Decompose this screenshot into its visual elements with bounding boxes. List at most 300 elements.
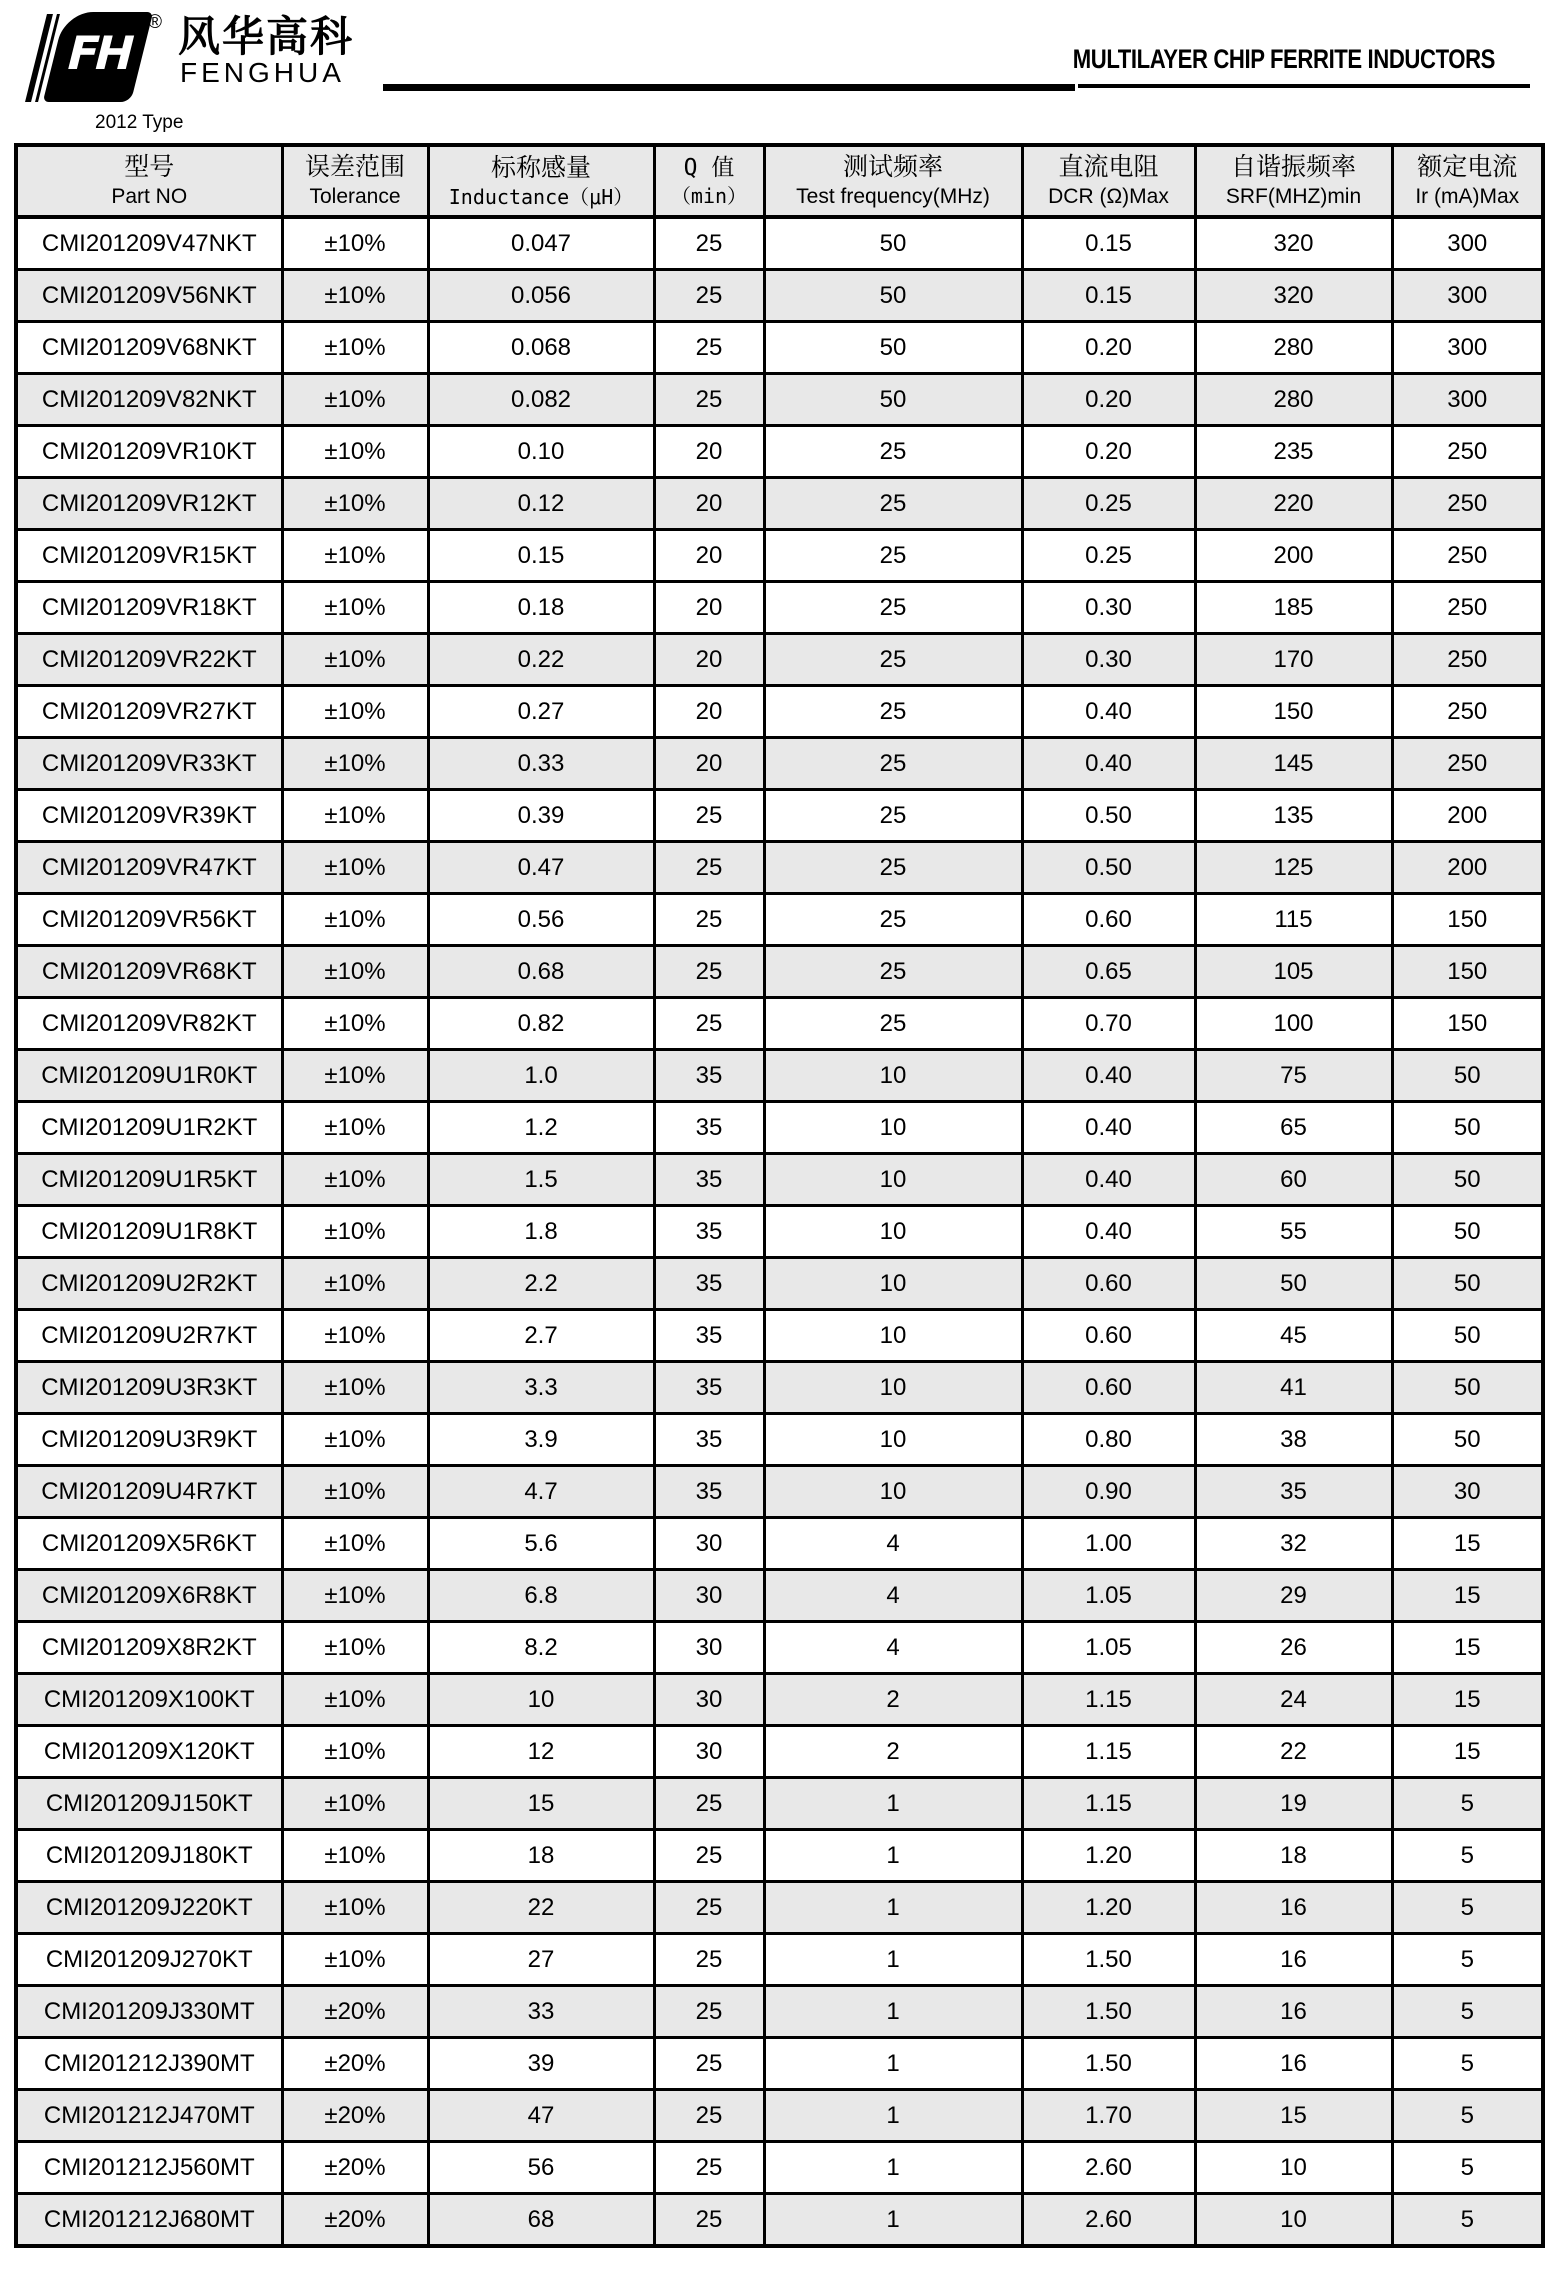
q-min-cell: 25 [654,2090,764,2142]
col-header-srf [1195,145,1392,217]
test-frequency-cell: 1 [764,2090,1022,2142]
col-header-inductance-cn: 标称感量 [490,153,591,182]
section-title: 2012 Type [95,112,184,133]
tolerance-cell: ±10% [282,217,428,270]
rated-current-cell: 15 [1392,1726,1543,1778]
test-frequency-cell: 4 [764,1570,1022,1622]
srf-cell: 10 [1195,2194,1392,2247]
inductance-cell: 0.068 [428,322,654,374]
rated-current-cell: 50 [1392,1102,1543,1154]
table-row [16,1986,1543,2038]
part-no-cell: CMI201209VR27KT [16,686,282,738]
part-no-cell: CMI201209X5R6KT [16,1518,282,1570]
inductor-spec-table [14,143,1545,2248]
inductance-cell: 1.2 [428,1102,654,1154]
dcr-cell: 0.60 [1022,1258,1195,1310]
part-no-cell: CMI201209V82NKT [16,374,282,426]
table-row [16,842,1543,894]
col-header-rated-current-en: Ir (mA)Max [1415,185,1520,208]
test-frequency-cell: 2 [764,1674,1022,1726]
q-min-cell: 25 [654,322,764,374]
srf-cell: 280 [1195,374,1392,426]
srf-cell: 19 [1195,1778,1392,1830]
part-no-cell: CMI201209VR39KT [16,790,282,842]
rated-current-cell: 5 [1392,2142,1543,2194]
inductance-cell: 6.8 [428,1570,654,1622]
dcr-cell: 0.40 [1022,1102,1195,1154]
test-frequency-cell: 25 [764,686,1022,738]
col-header-dcr-en: DCR (Ω)Max [1048,185,1169,208]
part-no-cell: CMI201209VR15KT [16,530,282,582]
dcr-cell: 1.70 [1022,2090,1195,2142]
part-no-cell: CMI201209U1R8KT [16,1206,282,1258]
dcr-cell: 0.40 [1022,686,1195,738]
test-frequency-cell: 25 [764,634,1022,686]
part-no-cell: CMI201209V68NKT [16,322,282,374]
tolerance-cell: ±10% [282,1882,428,1934]
part-no-cell: CMI201209U1R2KT [16,1102,282,1154]
dcr-cell: 0.20 [1022,322,1195,374]
test-frequency-cell: 10 [764,1050,1022,1102]
rated-current-cell: 5 [1392,2038,1543,2090]
inductance-cell: 0.47 [428,842,654,894]
rated-current-cell: 250 [1392,634,1543,686]
rated-current-cell: 50 [1392,1414,1543,1466]
part-no-cell: CMI201209U2R7KT [16,1310,282,1362]
test-frequency-cell: 25 [764,946,1022,998]
tolerance-cell: ±10% [282,1622,428,1674]
srf-cell: 115 [1195,894,1392,946]
col-header-q-min-cn: Q 值 [683,154,735,181]
inductance-cell: 0.56 [428,894,654,946]
inductance-cell: 0.68 [428,946,654,998]
tolerance-cell: ±10% [282,1674,428,1726]
srf-cell: 15 [1195,2090,1392,2142]
header-row [16,145,1543,217]
srf-cell: 125 [1195,842,1392,894]
q-min-cell: 35 [654,1362,764,1414]
table-row [16,738,1543,790]
table-row [16,1206,1543,1258]
part-no-cell: CMI201209J220KT [16,1882,282,1934]
col-header-tolerance-cn: 误差范围 [304,153,405,181]
dcr-cell: 1.15 [1022,1726,1195,1778]
table-row [16,1258,1543,1310]
inductance-cell: 39 [428,2038,654,2090]
test-frequency-cell: 25 [764,478,1022,530]
part-no-cell: CMI201209J330MT [16,1986,282,2038]
dcr-cell: 0.40 [1022,1206,1195,1258]
col-header-part-no-en: Part NO [111,185,188,208]
test-frequency-cell: 25 [764,530,1022,582]
inductance-cell: 0.18 [428,582,654,634]
test-frequency-cell: 1 [764,1830,1022,1882]
q-min-cell: 25 [654,1882,764,1934]
srf-cell: 135 [1195,790,1392,842]
col-header-test-frequency-en: Test frequency(MHz) [796,185,990,208]
rated-current-cell: 5 [1392,1830,1543,1882]
col-header-test-frequency-cn: 测试频率 [842,153,943,181]
q-min-cell: 25 [654,946,764,998]
rated-current-cell: 300 [1392,374,1543,426]
inductance-cell: 27 [428,1934,654,1986]
rated-current-cell: 300 [1392,217,1543,270]
col-header-rated-current-cn: 额定电流 [1417,153,1518,181]
srf-cell: 55 [1195,1206,1392,1258]
rated-current-cell: 250 [1392,738,1543,790]
srf-cell: 26 [1195,1622,1392,1674]
col-header-srf-en: SRF(MHZ)min [1225,185,1362,208]
part-no-cell: CMI201209U3R3KT [16,1362,282,1414]
rated-current-cell: 5 [1392,2194,1543,2247]
table-row [16,1518,1543,1570]
srf-cell: 45 [1195,1310,1392,1362]
col-header-part-no-cn: 型号 [124,153,175,181]
col-header-tolerance [282,145,428,217]
test-frequency-cell: 25 [764,842,1022,894]
table-row [16,2194,1543,2247]
test-frequency-cell: 25 [764,582,1022,634]
rated-current-cell: 300 [1392,322,1543,374]
srf-cell: 105 [1195,946,1392,998]
part-no-cell: CMI201212J470MT [16,2090,282,2142]
table-row [16,1102,1543,1154]
dcr-cell: 2.60 [1022,2194,1195,2247]
srf-cell: 16 [1195,1882,1392,1934]
part-no-cell: CMI201209U1R5KT [16,1154,282,1206]
q-min-cell: 30 [654,1570,764,1622]
tolerance-cell: ±10% [282,946,428,998]
dcr-cell: 1.05 [1022,1570,1195,1622]
q-min-cell: 25 [654,1778,764,1830]
dcr-cell: 1.05 [1022,1622,1195,1674]
part-no-cell: CMI201209VR68KT [16,946,282,998]
test-frequency-cell: 4 [764,1622,1022,1674]
srf-cell: 32 [1195,1518,1392,1570]
table-row [16,1466,1543,1518]
rated-current-cell: 250 [1392,686,1543,738]
srf-cell: 320 [1195,270,1392,322]
table-row [16,1414,1543,1466]
tolerance-cell: ±10% [282,634,428,686]
inductance-cell: 0.056 [428,270,654,322]
part-no-cell: CMI201209VR82KT [16,998,282,1050]
q-min-cell: 20 [654,686,764,738]
q-min-cell: 25 [654,842,764,894]
table-row [16,634,1543,686]
srf-cell: 185 [1195,582,1392,634]
tolerance-cell: ±20% [282,1986,428,2038]
part-no-cell: CMI201209V47NKT [16,217,282,270]
part-no-cell: CMI201209VR56KT [16,894,282,946]
tolerance-cell: ±10% [282,322,428,374]
inductance-cell: 1.5 [428,1154,654,1206]
srf-cell: 60 [1195,1154,1392,1206]
rated-current-cell: 50 [1392,1310,1543,1362]
col-header-dcr [1022,145,1195,217]
test-frequency-cell: 10 [764,1414,1022,1466]
col-header-test-frequency [764,145,1022,217]
test-frequency-cell: 1 [764,2038,1022,2090]
q-min-cell: 35 [654,1154,764,1206]
test-frequency-cell: 25 [764,738,1022,790]
test-frequency-cell: 50 [764,217,1022,270]
q-min-cell: 25 [654,2038,764,2090]
dcr-cell: 0.50 [1022,842,1195,894]
table-row [16,998,1543,1050]
test-frequency-cell: 10 [764,1102,1022,1154]
rated-current-cell: 50 [1392,1050,1543,1102]
srf-cell: 200 [1195,530,1392,582]
test-frequency-cell: 1 [764,1986,1022,2038]
tolerance-cell: ±10% [282,1414,428,1466]
table-row [16,1882,1543,1934]
dcr-cell: 0.15 [1022,270,1195,322]
tolerance-cell: ±10% [282,1934,428,1986]
dcr-cell: 0.60 [1022,894,1195,946]
q-min-cell: 25 [654,2142,764,2194]
q-min-cell: 30 [654,1674,764,1726]
srf-cell: 35 [1195,1466,1392,1518]
dcr-cell: 0.60 [1022,1310,1195,1362]
tolerance-cell: ±20% [282,2038,428,2090]
table-row [16,530,1543,582]
dcr-cell: 1.50 [1022,1986,1195,2038]
table-row [16,270,1543,322]
srf-cell: 10 [1195,2142,1392,2194]
q-min-cell: 25 [654,270,764,322]
q-min-cell: 20 [654,478,764,530]
rated-current-cell: 50 [1392,1154,1543,1206]
dcr-cell: 0.40 [1022,1050,1195,1102]
rated-current-cell: 5 [1392,1986,1543,2038]
q-min-cell: 25 [654,894,764,946]
tolerance-cell: ±10% [282,1570,428,1622]
srf-cell: 100 [1195,998,1392,1050]
part-no-cell: CMI201209J180KT [16,1830,282,1882]
tolerance-cell: ±10% [282,1518,428,1570]
rated-current-cell: 250 [1392,478,1543,530]
test-frequency-cell: 1 [764,2194,1022,2247]
dcr-cell: 0.30 [1022,634,1195,686]
part-no-cell: CMI201209U2R2KT [16,1258,282,1310]
q-min-cell: 35 [654,1466,764,1518]
table-row [16,686,1543,738]
rated-current-cell: 30 [1392,1466,1543,1518]
dcr-cell: 1.50 [1022,2038,1195,2090]
q-min-cell: 25 [654,2194,764,2247]
srf-cell: 50 [1195,1258,1392,1310]
inductance-cell: 0.12 [428,478,654,530]
test-frequency-cell: 25 [764,894,1022,946]
tolerance-cell: ±10% [282,1466,428,1518]
test-frequency-cell: 10 [764,1206,1022,1258]
inductance-cell: 22 [428,1882,654,1934]
document-title: MULTILAYER CHIP FERRITE INDUCTORS [1072,44,1495,74]
q-min-cell: 35 [654,1206,764,1258]
table-row [16,374,1543,426]
part-no-cell: CMI201209V56NKT [16,270,282,322]
rated-current-cell: 15 [1392,1674,1543,1726]
dcr-cell: 0.15 [1022,217,1195,270]
part-no-cell: CMI201209U4R7KT [16,1466,282,1518]
part-no-cell: CMI201209X100KT [16,1674,282,1726]
inductance-cell: 18 [428,1830,654,1882]
part-no-cell: CMI201209VR33KT [16,738,282,790]
srf-cell: 145 [1195,738,1392,790]
test-frequency-cell: 50 [764,270,1022,322]
header-rule-right [1078,84,1530,88]
dcr-cell: 0.65 [1022,946,1195,998]
srf-cell: 170 [1195,634,1392,686]
rated-current-cell: 50 [1392,1258,1543,1310]
q-min-cell: 35 [654,1050,764,1102]
srf-cell: 22 [1195,1726,1392,1778]
test-frequency-cell: 10 [764,1362,1022,1414]
dcr-cell: 1.15 [1022,1674,1195,1726]
table-row [16,1934,1543,1986]
rated-current-cell: 250 [1392,426,1543,478]
test-frequency-cell: 25 [764,426,1022,478]
tolerance-cell: ±10% [282,1154,428,1206]
table-row [16,2038,1543,2090]
col-header-rated-current [1392,145,1543,217]
rated-current-cell: 15 [1392,1570,1543,1622]
inductance-cell: 68 [428,2194,654,2247]
table-row [16,1362,1543,1414]
table-row [16,217,1543,270]
inductance-cell: 33 [428,1986,654,2038]
inductance-cell: 3.3 [428,1362,654,1414]
inductance-cell: 0.10 [428,426,654,478]
table-row [16,1830,1543,1882]
table-row [16,426,1543,478]
q-min-cell: 20 [654,426,764,478]
test-frequency-cell: 10 [764,1466,1022,1518]
inductance-cell: 10 [428,1674,654,1726]
tolerance-cell: ±10% [282,1830,428,1882]
dcr-cell: 1.00 [1022,1518,1195,1570]
table-row [16,478,1543,530]
inductance-cell: 0.15 [428,530,654,582]
tolerance-cell: ±10% [282,1050,428,1102]
rated-current-cell: 300 [1392,270,1543,322]
rated-current-cell: 50 [1392,1206,1543,1258]
part-no-cell: CMI201209X120KT [16,1726,282,1778]
srf-cell: 220 [1195,478,1392,530]
dcr-cell: 0.40 [1022,738,1195,790]
rated-current-cell: 150 [1392,946,1543,998]
q-min-cell: 25 [654,1934,764,1986]
test-frequency-cell: 10 [764,1310,1022,1362]
table-row [16,2090,1543,2142]
table-row [16,1154,1543,1206]
srf-cell: 16 [1195,1986,1392,2038]
test-frequency-cell: 25 [764,790,1022,842]
tolerance-cell: ±10% [282,1206,428,1258]
inductance-cell: 12 [428,1726,654,1778]
dcr-cell: 0.25 [1022,478,1195,530]
test-frequency-cell: 25 [764,998,1022,1050]
q-min-cell: 25 [654,374,764,426]
rated-current-cell: 150 [1392,998,1543,1050]
inductance-cell: 2.7 [428,1310,654,1362]
table-row [16,1778,1543,1830]
rated-current-cell: 5 [1392,1882,1543,1934]
tolerance-cell: ±10% [282,842,428,894]
test-frequency-cell: 1 [764,2142,1022,2194]
dcr-cell: 2.60 [1022,2142,1195,2194]
part-no-cell: CMI201209VR18KT [16,582,282,634]
test-frequency-cell: 10 [764,1154,1022,1206]
table-row [16,790,1543,842]
tolerance-cell: ±20% [282,2194,428,2247]
dcr-cell: 1.50 [1022,1934,1195,1986]
srf-cell: 18 [1195,1830,1392,1882]
q-min-cell: 20 [654,530,764,582]
inductance-cell: 0.33 [428,738,654,790]
dcr-cell: 0.40 [1022,1154,1195,1206]
dcr-cell: 1.20 [1022,1882,1195,1934]
srf-cell: 320 [1195,217,1392,270]
test-frequency-cell: 2 [764,1726,1022,1778]
q-min-cell: 20 [654,582,764,634]
part-no-cell: CMI201209VR22KT [16,634,282,686]
col-header-inductance-en: Inductance（μH） [448,184,634,209]
test-frequency-cell: 50 [764,322,1022,374]
col-header-q-min-en: （min） [670,183,748,208]
dcr-cell: 1.20 [1022,1830,1195,1882]
dcr-cell: 0.60 [1022,1362,1195,1414]
inductance-cell: 0.22 [428,634,654,686]
inductance-cell: 4.7 [428,1466,654,1518]
dcr-cell: 0.80 [1022,1414,1195,1466]
tolerance-cell: ±10% [282,374,428,426]
tolerance-cell: ±10% [282,894,428,946]
inductance-cell: 0.27 [428,686,654,738]
part-no-cell: CMI201209VR12KT [16,478,282,530]
srf-cell: 150 [1195,686,1392,738]
tolerance-cell: ±10% [282,1258,428,1310]
inductance-cell: 0.047 [428,217,654,270]
table-row [16,1050,1543,1102]
rated-current-cell: 150 [1392,894,1543,946]
inductance-cell: 56 [428,2142,654,2194]
q-min-cell: 20 [654,634,764,686]
table-row [16,1674,1543,1726]
rated-current-cell: 250 [1392,582,1543,634]
tolerance-cell: ±10% [282,1310,428,1362]
rated-current-cell: 50 [1392,1362,1543,1414]
inductance-cell: 0.82 [428,998,654,1050]
table-row [16,1726,1543,1778]
srf-cell: 75 [1195,1050,1392,1102]
rated-current-cell: 250 [1392,530,1543,582]
q-min-cell: 30 [654,1726,764,1778]
brand-name-cjk: 风华高科 [178,13,355,60]
inductance-cell: 47 [428,2090,654,2142]
rated-current-cell: 5 [1392,1778,1543,1830]
srf-cell: 280 [1195,322,1392,374]
dcr-cell: 0.70 [1022,998,1195,1050]
col-header-part-no [16,145,282,217]
tolerance-cell: ±10% [282,738,428,790]
inductance-cell: 5.6 [428,1518,654,1570]
rated-current-cell: 200 [1392,790,1543,842]
tolerance-cell: ±10% [282,270,428,322]
srf-cell: 41 [1195,1362,1392,1414]
col-header-dcr-cn: 直流电阻 [1058,153,1159,181]
